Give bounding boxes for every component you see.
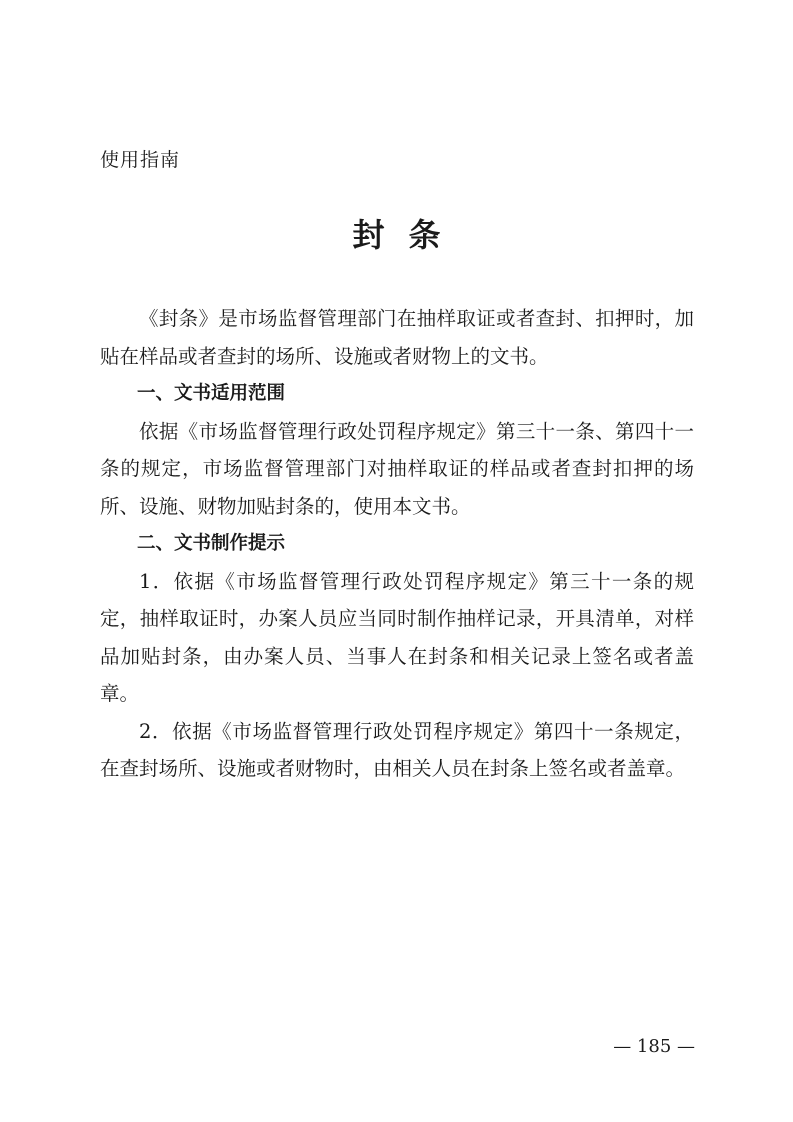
tip-item-2: 2．依据《市场监督管理行政处罚程序规定》第四十一条规定，在查封场所、设施或者财物时，由相关人员在封条上签名或者盖章。 <box>100 719 694 780</box>
section-label: 使用指南 <box>100 149 181 171</box>
page-title: 封条 <box>352 216 465 254</box>
section-heading-scope: 一、文书适用范围 <box>137 383 286 404</box>
section-heading-tips: 二、文书制作提示 <box>137 533 286 554</box>
page-number: — 185 — <box>613 1036 695 1057</box>
tip-item-1: 1．依据《市场监督管理行政处罚程序规定》第三十一条的规定，抽样取证时，办案人员应当同时制作抽样记录，开具清单，对样品加贴封条，由办案人员、当事人在封条和相关记录上签名或者盖章。 <box>100 569 694 705</box>
intro-paragraph: 《封条》是市场监督管理部门在抽样取证或者查封、扣押时，加贴在样品或者查封的场所、设施或者财物上的文书。 <box>100 307 694 368</box>
document-body <box>100 300 694 788</box>
scope-paragraph: 依据《市场监督管理行政处罚程序规定》第三十一条、第四十一条的规定，市场监督管理部门对抽样取证的样品或者查封扣押的场所、设施、财物加贴封条的，使用本文书。 <box>100 419 694 518</box>
